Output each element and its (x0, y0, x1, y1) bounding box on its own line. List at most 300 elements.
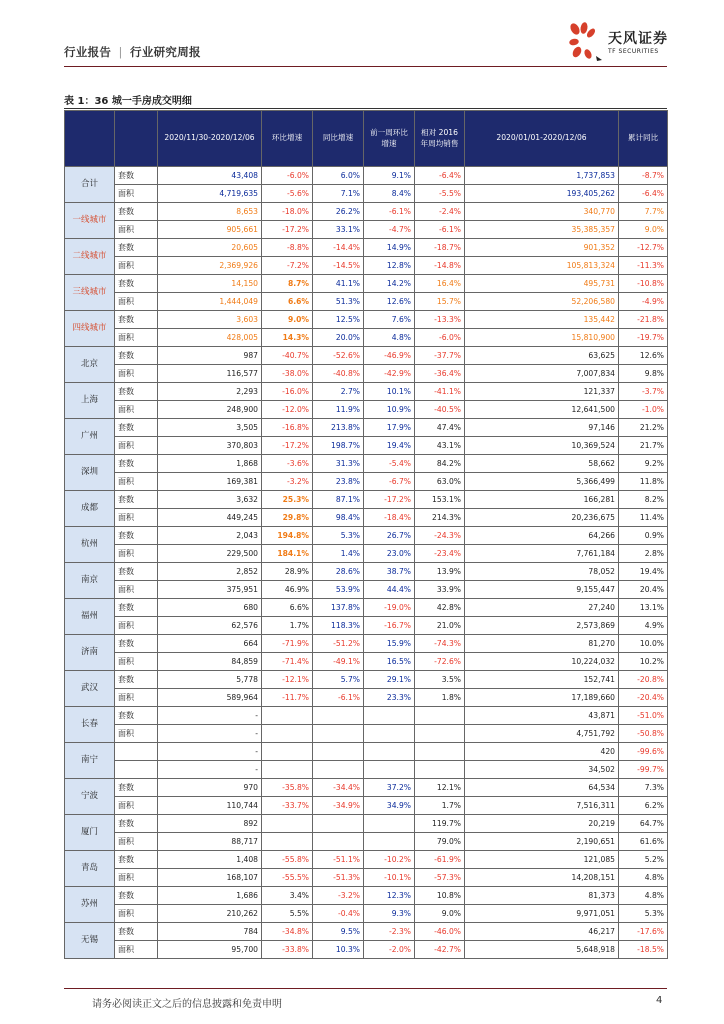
value-cell: 5.3% (619, 905, 668, 923)
city-name-cell: 无锡 (65, 923, 115, 959)
value-cell: 2,293 (158, 383, 262, 401)
value-cell: 11.4% (619, 509, 668, 527)
value-cell (313, 761, 364, 779)
city-name-cell: 深圳 (65, 455, 115, 491)
table-row (65, 437, 668, 455)
value-cell: 23.0% (364, 545, 415, 563)
value-cell: 901,352 (465, 239, 619, 257)
metric-label-cell: 面积 (115, 257, 158, 275)
value-cell: 28.6% (313, 563, 364, 581)
value-cell: 10,224,032 (465, 653, 619, 671)
value-cell: 23.8% (313, 473, 364, 491)
table-row (65, 617, 668, 635)
value-cell: 193,405,262 (465, 185, 619, 203)
value-cell (262, 707, 313, 725)
value-cell (313, 725, 364, 743)
value-cell: 2,852 (158, 563, 262, 581)
value-cell: 15.7% (415, 293, 465, 311)
value-cell: 81,270 (465, 635, 619, 653)
metric-label-cell: 面积 (115, 473, 158, 491)
value-cell: -18.5% (619, 941, 668, 959)
value-cell: 95,700 (158, 941, 262, 959)
value-cell: 4.8% (619, 887, 668, 905)
value-cell: 78,052 (465, 563, 619, 581)
value-cell: -12.7% (619, 239, 668, 257)
value-cell: -71.4% (262, 653, 313, 671)
value-cell: -14.8% (415, 257, 465, 275)
value-cell: -23.4% (415, 545, 465, 563)
value-cell: 29.8% (262, 509, 313, 527)
page-number: 4 (656, 995, 663, 1006)
value-cell: -72.6% (415, 653, 465, 671)
value-cell: 213.8% (313, 419, 364, 437)
metric-label-cell: 面积 (115, 401, 158, 419)
value-cell: -16.0% (262, 383, 313, 401)
table-row (65, 527, 668, 545)
value-cell: 4,719,635 (158, 185, 262, 203)
metric-label-cell: 面积 (115, 833, 158, 851)
value-cell: 19.4% (364, 437, 415, 455)
metric-label-cell: 套数 (115, 455, 158, 473)
value-cell: -3.7% (619, 383, 668, 401)
value-cell: 88,717 (158, 833, 262, 851)
value-cell: -34.4% (313, 779, 364, 797)
value-cell (364, 815, 415, 833)
value-cell: -18.0% (262, 203, 313, 221)
city-name-cell: 厦门 (65, 815, 115, 851)
value-cell: 110,744 (158, 797, 262, 815)
value-cell: 43,408 (158, 167, 262, 185)
value-cell: 1.7% (262, 617, 313, 635)
value-cell: 8,653 (158, 203, 262, 221)
value-cell: -33.7% (262, 797, 313, 815)
metric-label-cell: 面积 (115, 689, 158, 707)
table-row (65, 167, 668, 185)
value-cell (262, 815, 313, 833)
value-cell: -36.4% (415, 365, 465, 383)
value-cell: 11.9% (313, 401, 364, 419)
value-cell: 21.7% (619, 437, 668, 455)
value-cell: 2,190,651 (465, 833, 619, 851)
col-header-ytd-value: 2020/01/01-2020/12/06 (465, 111, 619, 167)
col-header-yoy: 同比增速 (313, 111, 364, 167)
table-row (65, 923, 668, 941)
value-cell: 105,813,324 (465, 257, 619, 275)
table-row (65, 815, 668, 833)
metric-label-cell: 套数 (115, 815, 158, 833)
value-cell: 1,408 (158, 851, 262, 869)
value-cell: 97,146 (465, 419, 619, 437)
value-cell: 0.9% (619, 527, 668, 545)
value-cell: 46.9% (262, 581, 313, 599)
value-cell: 79.0% (415, 833, 465, 851)
value-cell: 63,625 (465, 347, 619, 365)
value-cell: 38.7% (364, 563, 415, 581)
value-cell: 11.8% (619, 473, 668, 491)
value-cell: 987 (158, 347, 262, 365)
title-divider (64, 108, 667, 109)
value-cell: 4.8% (619, 869, 668, 887)
value-cell: -4.9% (619, 293, 668, 311)
city-name-cell: 三线城市 (65, 275, 115, 311)
value-cell: 210,262 (158, 905, 262, 923)
value-cell: 98.4% (313, 509, 364, 527)
value-cell: -18.4% (364, 509, 415, 527)
value-cell: 1.8% (415, 689, 465, 707)
table-row (65, 653, 668, 671)
value-cell: 7.1% (313, 185, 364, 203)
value-cell: 14.2% (364, 275, 415, 293)
value-cell: 52,206,580 (465, 293, 619, 311)
value-cell: 589,964 (158, 689, 262, 707)
value-cell: 87.1% (313, 491, 364, 509)
value-cell: -61.9% (415, 851, 465, 869)
city-name-cell: 苏州 (65, 887, 115, 923)
metric-label-cell: 套数 (115, 599, 158, 617)
table-row (65, 365, 668, 383)
value-cell: 43.1% (415, 437, 465, 455)
report-type: 行业报告 (64, 45, 112, 59)
value-cell: -2.4% (415, 203, 465, 221)
table-row (65, 239, 668, 257)
value-cell: 7.7% (619, 203, 668, 221)
value-cell: 13.9% (415, 563, 465, 581)
value-cell: 6.2% (619, 797, 668, 815)
brand-name-cn: 天风证券 (608, 31, 668, 47)
value-cell: 16.4% (415, 275, 465, 293)
city-name-cell: 合计 (65, 167, 115, 203)
table-row (65, 599, 668, 617)
value-cell: -7.2% (262, 257, 313, 275)
col-header-vs-2016: 相对 2016 年周均销售 (415, 111, 465, 167)
value-cell: -51.0% (619, 707, 668, 725)
value-cell: 17,189,660 (465, 689, 619, 707)
value-cell: -19.0% (364, 599, 415, 617)
value-cell: -3.2% (313, 887, 364, 905)
value-cell: -50.8% (619, 725, 668, 743)
metric-label-cell (115, 761, 158, 779)
table-row (65, 293, 668, 311)
value-cell (313, 815, 364, 833)
value-cell: 449,245 (158, 509, 262, 527)
value-cell: 43,871 (465, 707, 619, 725)
value-cell: 198.7% (313, 437, 364, 455)
value-cell: -17.6% (619, 923, 668, 941)
value-cell: -6.1% (415, 221, 465, 239)
value-cell: 9.8% (619, 365, 668, 383)
value-cell: 47.4% (415, 419, 465, 437)
table-row (65, 329, 668, 347)
header-blank-metric (115, 111, 158, 167)
value-cell: 62,576 (158, 617, 262, 635)
value-cell (364, 743, 415, 761)
table-title: 表 1：36 城一手房成交明细 (64, 96, 192, 107)
value-cell: 20.0% (313, 329, 364, 347)
value-cell: -52.6% (313, 347, 364, 365)
value-cell: 15.9% (364, 635, 415, 653)
value-cell: -51.1% (313, 851, 364, 869)
value-cell: 370,803 (158, 437, 262, 455)
value-cell: 35,385,357 (465, 221, 619, 239)
value-cell: 3,603 (158, 311, 262, 329)
table-row (65, 455, 668, 473)
value-cell: -16.7% (364, 617, 415, 635)
metric-label-cell: 套数 (115, 383, 158, 401)
table-row (65, 689, 668, 707)
value-cell: -40.7% (262, 347, 313, 365)
value-cell: 7,516,311 (465, 797, 619, 815)
value-cell: 3.5% (415, 671, 465, 689)
value-cell: 16.5% (364, 653, 415, 671)
value-cell: -99.7% (619, 761, 668, 779)
value-cell: 169,381 (158, 473, 262, 491)
value-cell: 9.3% (364, 905, 415, 923)
value-cell: 340,770 (465, 203, 619, 221)
col-header-wow: 环比增速 (262, 111, 313, 167)
value-cell: -99.6% (619, 743, 668, 761)
table-row (65, 707, 668, 725)
value-cell: 664 (158, 635, 262, 653)
header-divider (64, 66, 667, 67)
city-name-cell: 二线城市 (65, 239, 115, 275)
metric-label-cell: 套数 (115, 563, 158, 581)
value-cell: 41.1% (313, 275, 364, 293)
value-cell: -74.3% (415, 635, 465, 653)
value-cell: 84.2% (415, 455, 465, 473)
value-cell: 64.7% (619, 815, 668, 833)
city-name-cell: 福州 (65, 599, 115, 635)
value-cell: 17.9% (364, 419, 415, 437)
table-row (65, 473, 668, 491)
metric-label-cell: 面积 (115, 221, 158, 239)
metric-label-cell: 面积 (115, 185, 158, 203)
value-cell: 25.3% (262, 491, 313, 509)
value-cell: 19.4% (619, 563, 668, 581)
value-cell: 8.7% (262, 275, 313, 293)
value-cell (415, 725, 465, 743)
value-cell: 9.0% (415, 905, 465, 923)
table-row (65, 797, 668, 815)
value-cell: 1.7% (415, 797, 465, 815)
city-name-cell: 一线城市 (65, 203, 115, 239)
table-body (65, 167, 668, 959)
value-cell: 3,632 (158, 491, 262, 509)
value-cell: -49.1% (313, 653, 364, 671)
metric-label-cell: 面积 (115, 509, 158, 527)
value-cell: 20,605 (158, 239, 262, 257)
value-cell: -17.2% (364, 491, 415, 509)
metric-label-cell: 套数 (115, 347, 158, 365)
brand-logo (566, 20, 676, 64)
value-cell (364, 761, 415, 779)
value-cell: 33.9% (415, 581, 465, 599)
value-cell (415, 761, 465, 779)
table-row (65, 869, 668, 887)
value-cell: 6.0% (313, 167, 364, 185)
value-cell: -11.7% (262, 689, 313, 707)
metric-label-cell: 面积 (115, 653, 158, 671)
value-cell (262, 761, 313, 779)
value-cell: -8.8% (262, 239, 313, 257)
value-cell: 905,661 (158, 221, 262, 239)
value-cell: 28.9% (262, 563, 313, 581)
value-cell: 970 (158, 779, 262, 797)
value-cell: 31.3% (313, 455, 364, 473)
col-header-week-value: 2020/11/30-2020/12/06 (158, 111, 262, 167)
value-cell: -3.2% (262, 473, 313, 491)
header-separator: | (118, 45, 123, 59)
city-name-cell: 杭州 (65, 527, 115, 563)
value-cell: -6.4% (619, 185, 668, 203)
value-cell: -21.8% (619, 311, 668, 329)
value-cell: 5,366,499 (465, 473, 619, 491)
value-cell: 229,500 (158, 545, 262, 563)
value-cell: 1,686 (158, 887, 262, 905)
report-subtype: 行业研究周报 (130, 45, 201, 59)
metric-label-cell: 套数 (115, 311, 158, 329)
metric-label-cell: 套数 (115, 779, 158, 797)
metric-label-cell: 套数 (115, 851, 158, 869)
value-cell: -6.0% (262, 167, 313, 185)
value-cell: -20.4% (619, 689, 668, 707)
table-row (65, 347, 668, 365)
value-cell: 168,107 (158, 869, 262, 887)
table-row (65, 725, 668, 743)
value-cell: 9,155,447 (465, 581, 619, 599)
value-cell (364, 725, 415, 743)
metric-label-cell: 套数 (115, 671, 158, 689)
value-cell: 4,751,792 (465, 725, 619, 743)
value-cell: 1.4% (313, 545, 364, 563)
brand-name-en: TF SECURITIES (608, 48, 659, 55)
table-row (65, 563, 668, 581)
value-cell: -18.7% (415, 239, 465, 257)
value-cell: 420 (465, 743, 619, 761)
value-cell: 26.2% (313, 203, 364, 221)
value-cell: 10,369,524 (465, 437, 619, 455)
value-cell: 135,442 (465, 311, 619, 329)
value-cell: 680 (158, 599, 262, 617)
value-cell: 12,641,500 (465, 401, 619, 419)
value-cell (313, 707, 364, 725)
col-header-ytd-yoy: 累计同比 (619, 111, 668, 167)
table-row (65, 851, 668, 869)
table-row (65, 779, 668, 797)
value-cell: -37.7% (415, 347, 465, 365)
value-cell: 10.0% (619, 635, 668, 653)
table-row (65, 203, 668, 221)
value-cell: 495,731 (465, 275, 619, 293)
value-cell: 46,217 (465, 923, 619, 941)
value-cell: 116,577 (158, 365, 262, 383)
header-row (65, 111, 668, 167)
metric-label-cell: 面积 (115, 617, 158, 635)
value-cell: -16.8% (262, 419, 313, 437)
value-cell: 58,662 (465, 455, 619, 473)
value-cell: 51.3% (313, 293, 364, 311)
col-header-prev-wow: 前一周环比增速 (364, 111, 415, 167)
value-cell: -6.1% (313, 689, 364, 707)
value-cell: -38.0% (262, 365, 313, 383)
value-cell: 9.0% (619, 221, 668, 239)
value-cell: -40.8% (313, 365, 364, 383)
value-cell: 118.3% (313, 617, 364, 635)
value-cell: -5.4% (364, 455, 415, 473)
value-cell: 7.6% (364, 311, 415, 329)
value-cell (262, 743, 313, 761)
city-name-cell: 青岛 (65, 851, 115, 887)
value-cell: 29.1% (364, 671, 415, 689)
footer-disclaimer: 请务必阅读正文之后的信息披露和免责申明 (92, 999, 282, 1010)
city-name-cell: 南宁 (65, 743, 115, 779)
value-cell: 15,810,900 (465, 329, 619, 347)
value-cell: -5.6% (262, 185, 313, 203)
value-cell: 63.0% (415, 473, 465, 491)
value-cell: 14,208,151 (465, 869, 619, 887)
table-row (65, 401, 668, 419)
value-cell: 20.4% (619, 581, 668, 599)
value-cell: -8.7% (619, 167, 668, 185)
value-cell: 119.7% (415, 815, 465, 833)
value-cell: 12.3% (364, 887, 415, 905)
value-cell: -55.8% (262, 851, 313, 869)
value-cell: 44.4% (364, 581, 415, 599)
value-cell: -17.2% (262, 221, 313, 239)
value-cell: 42.8% (415, 599, 465, 617)
value-cell: 5.3% (313, 527, 364, 545)
value-cell: 10.2% (619, 653, 668, 671)
table-row (65, 581, 668, 599)
metric-label-cell: 面积 (115, 797, 158, 815)
value-cell: 7.3% (619, 779, 668, 797)
value-cell: -34.8% (262, 923, 313, 941)
table-row (65, 941, 668, 959)
table-row (65, 491, 668, 509)
value-cell: -71.9% (262, 635, 313, 653)
metric-label-cell: 面积 (115, 905, 158, 923)
value-cell: 892 (158, 815, 262, 833)
value-cell: 10.9% (364, 401, 415, 419)
table-row (65, 509, 668, 527)
value-cell: 2,369,926 (158, 257, 262, 275)
city-name-cell: 广州 (65, 419, 115, 455)
value-cell: -10.1% (364, 869, 415, 887)
value-cell: 194.8% (262, 527, 313, 545)
city-name-cell: 北京 (65, 347, 115, 383)
value-cell: 12.5% (313, 311, 364, 329)
value-cell: - (158, 761, 262, 779)
table-row (65, 905, 668, 923)
value-cell: 5.5% (262, 905, 313, 923)
table-row (65, 419, 668, 437)
metric-label-cell: 面积 (115, 365, 158, 383)
table-row (65, 311, 668, 329)
value-cell: -24.3% (415, 527, 465, 545)
value-cell: 1,737,853 (465, 167, 619, 185)
value-cell: -12.1% (262, 671, 313, 689)
tf-logo-icon (566, 20, 606, 62)
value-cell: - (158, 725, 262, 743)
value-cell: 21.2% (619, 419, 668, 437)
value-cell: 61.6% (619, 833, 668, 851)
value-cell: 5.7% (313, 671, 364, 689)
metric-label-cell: 套数 (115, 419, 158, 437)
value-cell: -11.3% (619, 257, 668, 275)
value-cell: 375,951 (158, 581, 262, 599)
value-cell: 20,219 (465, 815, 619, 833)
value-cell: 137.8% (313, 599, 364, 617)
value-cell: 5.2% (619, 851, 668, 869)
